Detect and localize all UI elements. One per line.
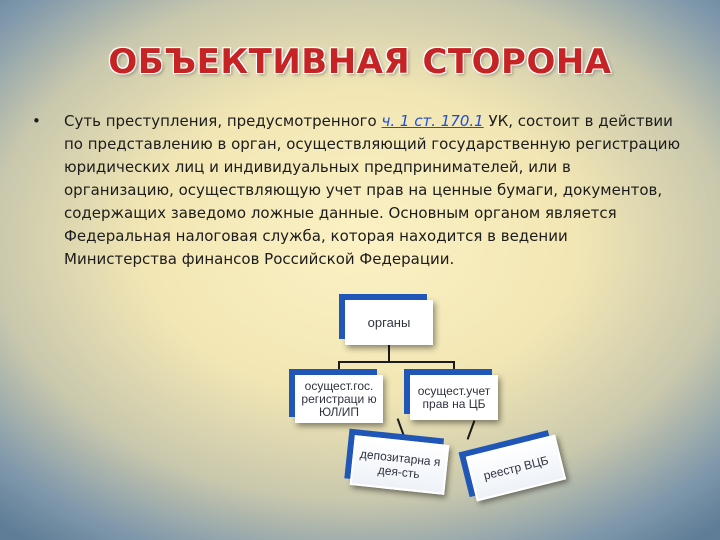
diagram-node-securities-accounting [410, 375, 498, 420]
bullet-marker: • [32, 112, 41, 130]
connector-level3-left [397, 418, 406, 437]
node-label-securities-accounting: осущест.учет прав на ЦБ [417, 383, 491, 411]
connector-level2-bar [338, 361, 454, 363]
diagram-node-state-registration [295, 375, 383, 423]
node-label-organs: органы [367, 315, 411, 330]
diagram-node-securities-registry [466, 435, 566, 502]
diagram-node-organs [345, 300, 433, 345]
connector-level3-right [467, 420, 476, 439]
text-after-link: УК, состоит в действии по представлению в орган, осуществляющий государственную регистрацию юридических лиц и индивидуальных предпринимателей, или в организацию, осуществляющую учет прав на ценные бумаги, документов, содержащих заведомо ложные данные. Основным органом является Федеральная налоговая служба, которая находится в ведении Министерства финансов Российской Федерации. [64, 112, 681, 268]
law-article-link[interactable]: ч. 1 ст. 170.1 [381, 112, 484, 130]
node-label-securities-registry: реестр ВЦБ [482, 452, 550, 483]
diagram-node-depository [350, 435, 450, 495]
text-before-link: Суть преступления, предусмотренного [64, 112, 382, 130]
connector-right-down [453, 361, 455, 375]
node-label-depository: депозитарна я дея-сть [359, 446, 442, 482]
connector-root-down [388, 345, 390, 362]
slide-title: ОБЪЕКТИВНАЯ СТОРОНА [108, 42, 612, 82]
node-label-state-registration: осущест.гос. регистраци ю ЮЛ/ИП [301, 378, 377, 419]
slide-body-text [32, 110, 684, 271]
